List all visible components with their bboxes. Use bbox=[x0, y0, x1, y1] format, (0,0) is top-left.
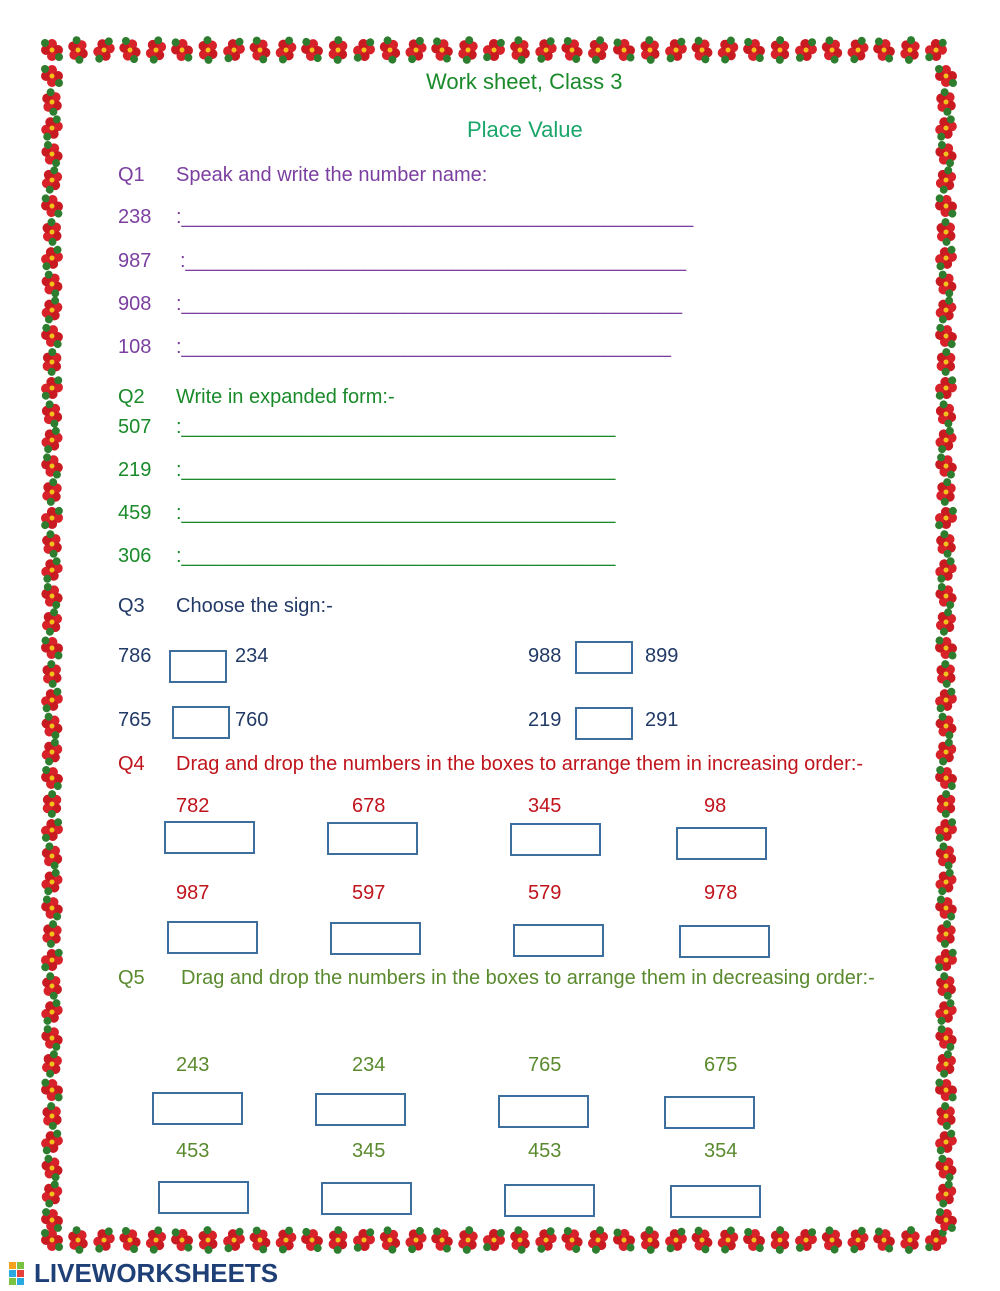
poinsettia-icon bbox=[271, 35, 301, 65]
q5-draggable-number[interactable]: 354 bbox=[704, 1140, 738, 1162]
poinsettia-icon bbox=[925, 39, 948, 62]
poinsettia-icon bbox=[663, 1227, 689, 1253]
poinsettia-icon bbox=[931, 399, 961, 429]
q2-prompt: Write in expanded form:- bbox=[176, 386, 395, 408]
poinsettia-icon bbox=[741, 1227, 766, 1252]
poinsettia-icon bbox=[844, 1226, 873, 1255]
poinsettia-icon bbox=[932, 426, 961, 455]
q3-left-number: 219 bbox=[528, 709, 562, 731]
q1-number: 987 bbox=[118, 250, 152, 272]
poinsettia-icon bbox=[36, 658, 67, 689]
poinsettia-icon bbox=[930, 658, 961, 689]
poinsettia-icon bbox=[931, 477, 962, 508]
q4-draggable-number[interactable]: 345 bbox=[528, 795, 562, 817]
poinsettia-icon bbox=[38, 998, 66, 1026]
q4-prompt: Drag and drop the numbers in the boxes to arrange them in increasing order:- bbox=[176, 753, 864, 775]
poinsettia-icon bbox=[483, 39, 505, 61]
q5-draggable-number[interactable]: 345 bbox=[352, 1140, 386, 1162]
q5-prompt: Drag and drop the numbers in the boxes to arrange them in decreasing order:- bbox=[181, 967, 875, 989]
poinsettia-icon bbox=[453, 35, 484, 66]
poinsettia-icon bbox=[817, 35, 847, 65]
q3-sign-box[interactable] bbox=[172, 706, 230, 739]
poinsettia-icon bbox=[505, 35, 536, 66]
poinsettia-icon bbox=[37, 841, 67, 871]
poinsettia-icon bbox=[429, 1227, 456, 1254]
poinsettia-icon bbox=[932, 1024, 960, 1052]
q3-sign-box[interactable] bbox=[575, 641, 633, 674]
q4-drop-box[interactable] bbox=[676, 827, 767, 860]
q3-right-number: 760 bbox=[235, 709, 269, 731]
poinsettia-icon bbox=[505, 1225, 536, 1256]
q2-answer-line[interactable]: :_______________________________________ bbox=[176, 416, 616, 438]
poinsettia-icon bbox=[39, 245, 65, 271]
poinsettia-icon bbox=[37, 295, 67, 325]
poinsettia-icon bbox=[39, 323, 64, 348]
poinsettia-icon bbox=[38, 868, 67, 897]
poinsettia-icon bbox=[37, 711, 66, 740]
poinsettia-icon bbox=[933, 765, 958, 790]
poinsettia-icon bbox=[931, 295, 961, 325]
poinsettia-icon bbox=[935, 949, 958, 972]
poinsettia-icon bbox=[687, 35, 716, 64]
poinsettia-icon bbox=[116, 36, 144, 64]
poinsettia-icon bbox=[933, 453, 960, 480]
poinsettia-icon bbox=[934, 1208, 959, 1233]
poinsettia-icon bbox=[794, 38, 819, 63]
q4-draggable-number[interactable]: 987 bbox=[176, 882, 210, 904]
q5-drop-box[interactable] bbox=[664, 1096, 755, 1129]
q3-left-number: 786 bbox=[118, 645, 152, 667]
poinsettia-icon bbox=[764, 34, 795, 65]
poinsettia-icon bbox=[634, 1224, 665, 1255]
poinsettia-icon bbox=[931, 1101, 962, 1132]
q4-drop-box[interactable] bbox=[327, 822, 418, 855]
poinsettia-icon bbox=[930, 346, 961, 377]
q5-drop-box[interactable] bbox=[158, 1181, 249, 1214]
poinsettia-icon bbox=[271, 1225, 301, 1255]
q4-drop-box[interactable] bbox=[679, 925, 770, 958]
poinsettia-icon bbox=[37, 737, 67, 767]
poinsettia-icon bbox=[932, 140, 960, 168]
poinsettia-icon bbox=[634, 34, 665, 65]
poinsettia-icon bbox=[930, 216, 961, 247]
page-subtitle: Place Value bbox=[467, 117, 583, 142]
poinsettia-icon bbox=[925, 1229, 948, 1252]
poinsettia-icon bbox=[844, 36, 873, 65]
poinsettia-icon bbox=[41, 39, 63, 61]
q5-drop-box[interactable] bbox=[321, 1182, 412, 1215]
poinsettia-icon bbox=[933, 895, 960, 922]
poinsettia-icon bbox=[245, 35, 274, 64]
poinsettia-icon bbox=[402, 1226, 431, 1255]
poinsettia-icon bbox=[713, 35, 743, 65]
q4-label: Q4 bbox=[118, 753, 145, 775]
poinsettia-icon bbox=[931, 737, 961, 767]
q4-drop-box[interactable] bbox=[510, 823, 601, 856]
poinsettia-icon bbox=[192, 34, 223, 65]
liveworksheets-logo-icon bbox=[8, 1258, 32, 1286]
poinsettia-icon bbox=[38, 140, 66, 168]
q2-answer-line[interactable]: :_______________________________________ bbox=[176, 502, 616, 524]
poinsettia-icon bbox=[221, 37, 247, 63]
q3-right-number: 899 bbox=[645, 645, 679, 667]
q3-left-number: 988 bbox=[528, 645, 562, 667]
q3-sign-box[interactable] bbox=[575, 707, 633, 740]
poinsettia-icon bbox=[90, 1226, 117, 1253]
poinsettia-icon bbox=[41, 949, 64, 972]
poinsettia-icon bbox=[931, 971, 962, 1002]
poinsettia-icon bbox=[192, 1224, 223, 1255]
page-title: Work sheet, Class 3 bbox=[426, 69, 623, 94]
q5-draggable-number[interactable]: 243 bbox=[176, 1054, 210, 1076]
poinsettia-icon bbox=[36, 346, 67, 377]
poinsettia-icon bbox=[532, 1226, 559, 1253]
q2-label: Q2 bbox=[118, 386, 145, 408]
poinsettia-icon bbox=[38, 114, 65, 141]
q5-draggable-number[interactable]: 453 bbox=[528, 1140, 562, 1162]
poinsettia-icon bbox=[934, 818, 959, 843]
poinsettia-icon bbox=[245, 1225, 274, 1254]
q2-number: 219 bbox=[118, 459, 152, 481]
poinsettia-icon bbox=[40, 376, 64, 400]
poinsettia-icon bbox=[687, 1225, 716, 1254]
poinsettia-icon bbox=[40, 636, 63, 659]
poinsettia-icon bbox=[141, 35, 171, 65]
poinsettia-icon bbox=[221, 1227, 247, 1253]
poinsettia-icon bbox=[170, 1228, 194, 1252]
poinsettia-icon bbox=[931, 841, 961, 871]
poinsettia-icon bbox=[141, 1225, 171, 1255]
q3-label: Q3 bbox=[118, 595, 145, 617]
poinsettia-icon bbox=[37, 399, 67, 429]
poinsettia-icon bbox=[931, 1179, 961, 1209]
poinsettia-icon bbox=[36, 788, 67, 819]
poinsettia-icon bbox=[37, 1049, 68, 1080]
poinsettia-icon bbox=[375, 35, 405, 65]
poinsettia-icon bbox=[37, 1153, 66, 1182]
poinsettia-icon bbox=[483, 1229, 505, 1251]
q4-draggable-number[interactable]: 579 bbox=[528, 882, 562, 904]
q1-label: Q1 bbox=[118, 164, 145, 186]
q3-right-number: 234 bbox=[235, 645, 269, 667]
q3-left-number: 765 bbox=[118, 709, 152, 731]
poinsettia-icon bbox=[90, 36, 117, 63]
q5-draggable-number[interactable]: 453 bbox=[176, 1140, 210, 1162]
poinsettia-icon bbox=[932, 582, 960, 610]
poinsettia-icon bbox=[932, 114, 959, 141]
q3-prompt: Choose the sign:- bbox=[176, 595, 333, 617]
poinsettia-icon bbox=[37, 529, 68, 560]
poinsettia-icon bbox=[934, 1078, 957, 1101]
poinsettia-icon bbox=[38, 582, 66, 610]
poinsettia-icon bbox=[39, 765, 64, 790]
q5-draggable-number[interactable]: 234 bbox=[352, 1054, 386, 1076]
poinsettia-icon bbox=[932, 868, 961, 897]
poinsettia-icon bbox=[558, 36, 586, 64]
poinsettia-icon bbox=[934, 376, 958, 400]
poinsettia-icon bbox=[41, 1229, 63, 1251]
poinsettia-icon bbox=[934, 194, 958, 218]
q1-number: 108 bbox=[118, 336, 152, 358]
poinsettia-icon bbox=[402, 36, 431, 65]
q5-drop-box[interactable] bbox=[152, 1092, 243, 1125]
poinsettia-icon bbox=[871, 1227, 898, 1254]
poinsettia-icon bbox=[38, 556, 65, 583]
poinsettia-icon bbox=[931, 1049, 962, 1080]
poinsettia-icon bbox=[37, 269, 66, 298]
poinsettia-icon bbox=[375, 1225, 405, 1255]
q3-right-number: 291 bbox=[645, 709, 679, 731]
poinsettia-icon bbox=[38, 426, 67, 455]
poinsettia-icon bbox=[39, 687, 65, 713]
q4-draggable-number[interactable]: 782 bbox=[176, 795, 210, 817]
poinsettia-icon bbox=[817, 1225, 847, 1255]
q4-draggable-number[interactable]: 978 bbox=[704, 882, 738, 904]
poinsettia-icon bbox=[41, 507, 63, 529]
q2-number: 507 bbox=[118, 416, 152, 438]
poinsettia-icon bbox=[63, 1225, 94, 1256]
poinsettia-icon bbox=[63, 35, 94, 66]
poinsettia-icon bbox=[741, 37, 766, 62]
poinsettia-icon bbox=[37, 919, 68, 950]
q2-answer-line[interactable]: :_______________________________________ bbox=[176, 459, 616, 481]
q5-drop-box[interactable] bbox=[498, 1095, 589, 1128]
q4-drop-box[interactable] bbox=[330, 922, 421, 955]
q4-drop-box[interactable] bbox=[167, 921, 258, 954]
poinsettia-icon bbox=[39, 895, 66, 922]
poinsettia-icon bbox=[612, 38, 635, 61]
poinsettia-icon bbox=[935, 507, 957, 529]
q5-drop-box[interactable] bbox=[315, 1093, 406, 1126]
q5-label: Q5 bbox=[118, 967, 145, 989]
poinsettia-icon bbox=[299, 1227, 324, 1252]
q5-drop-box[interactable] bbox=[670, 1185, 761, 1218]
poinsettia-icon bbox=[40, 818, 65, 843]
q1-number: 908 bbox=[118, 293, 152, 315]
poinsettia-icon bbox=[37, 1179, 67, 1209]
poinsettia-icon bbox=[40, 1208, 65, 1233]
poinsettia-icon bbox=[612, 1228, 635, 1251]
poinsettia-icon bbox=[429, 37, 456, 64]
poinsettia-icon bbox=[931, 711, 960, 740]
poinsettia-icon bbox=[39, 453, 66, 480]
q1-prompt: Speak and write the number name: bbox=[176, 164, 488, 186]
poinsettia-icon bbox=[39, 1129, 65, 1155]
poinsettia-icon bbox=[40, 194, 64, 218]
poinsettia-icon bbox=[931, 269, 960, 298]
q3-sign-box[interactable] bbox=[169, 650, 227, 683]
poinsettia-icon bbox=[37, 165, 67, 195]
poinsettia-icon bbox=[933, 1129, 959, 1155]
poinsettia-icon bbox=[935, 65, 957, 87]
poinsettia-icon bbox=[299, 37, 324, 62]
poinsettia-icon bbox=[932, 556, 959, 583]
poinsettia-icon bbox=[930, 788, 961, 819]
poinsettia-icon bbox=[322, 34, 353, 65]
poinsettia-icon bbox=[895, 1225, 926, 1256]
poinsettia-icon bbox=[41, 65, 63, 87]
poinsettia-icon bbox=[933, 245, 959, 271]
q2-answer-line[interactable]: :_______________________________________ bbox=[176, 545, 616, 567]
q4-draggable-number[interactable]: 597 bbox=[352, 882, 386, 904]
poinsettia-icon bbox=[38, 1024, 66, 1052]
poinsettia-icon bbox=[931, 919, 962, 950]
q4-drop-box[interactable] bbox=[164, 821, 255, 854]
poinsettia-icon bbox=[36, 216, 67, 247]
poinsettia-icon bbox=[322, 1224, 353, 1255]
poinsettia-icon bbox=[352, 38, 376, 62]
poinsettia-icon bbox=[931, 87, 962, 118]
q2-number: 459 bbox=[118, 502, 152, 524]
poinsettia-icon bbox=[663, 37, 689, 63]
poinsettia-icon bbox=[170, 38, 194, 62]
q1-answer-line[interactable]: :______________________________________________ bbox=[176, 206, 694, 228]
poinsettia-icon bbox=[931, 607, 961, 637]
poinsettia-icon bbox=[453, 1225, 484, 1256]
poinsettia-icon bbox=[583, 1225, 613, 1255]
poinsettia-icon bbox=[37, 87, 68, 118]
q5-draggable-number[interactable]: 675 bbox=[704, 1054, 738, 1076]
poinsettia-icon bbox=[932, 998, 960, 1026]
poinsettia-icon bbox=[583, 35, 613, 65]
poinsettia-icon bbox=[933, 687, 959, 713]
poinsettia-icon bbox=[931, 529, 962, 560]
q5-draggable-number[interactable]: 765 bbox=[528, 1054, 562, 1076]
poinsettia-icon bbox=[871, 37, 898, 64]
q1-answer-line[interactable]: :_____________________________________________ bbox=[180, 250, 687, 272]
poinsettia-icon bbox=[37, 477, 68, 508]
poinsettia-icon bbox=[532, 36, 559, 63]
poinsettia-icon bbox=[40, 1078, 63, 1101]
poinsettia-icon bbox=[931, 165, 961, 195]
poinsettia-icon bbox=[558, 1226, 586, 1254]
q4-drop-box[interactable] bbox=[513, 924, 604, 957]
poinsettia-icon bbox=[352, 1228, 376, 1252]
poinsettia-icon bbox=[931, 1153, 960, 1182]
poinsettia-icon bbox=[764, 1224, 795, 1255]
q2-number: 306 bbox=[118, 545, 152, 567]
q4-draggable-number[interactable]: 678 bbox=[352, 795, 386, 817]
poinsettia-icon bbox=[895, 35, 926, 66]
poinsettia-icon bbox=[116, 1226, 144, 1254]
poinsettia-icon bbox=[934, 636, 957, 659]
poinsettia-icon bbox=[713, 1225, 743, 1255]
poinsettia-icon bbox=[794, 1228, 819, 1253]
poinsettia-icon bbox=[37, 971, 68, 1002]
poinsettia-icon bbox=[37, 1101, 68, 1132]
q5-drop-box[interactable] bbox=[504, 1184, 595, 1217]
q1-answer-line[interactable]: :_____________________________________________ bbox=[176, 293, 683, 315]
poinsettia-icon bbox=[37, 607, 67, 637]
q1-number: 238 bbox=[118, 206, 152, 228]
q4-draggable-number[interactable]: 98 bbox=[704, 795, 727, 817]
q1-answer-line[interactable]: :____________________________________________ bbox=[176, 336, 671, 358]
liveworksheets-logo-text: LIVEWORKSHEETS bbox=[34, 1258, 279, 1288]
poinsettia-icon bbox=[933, 323, 958, 348]
